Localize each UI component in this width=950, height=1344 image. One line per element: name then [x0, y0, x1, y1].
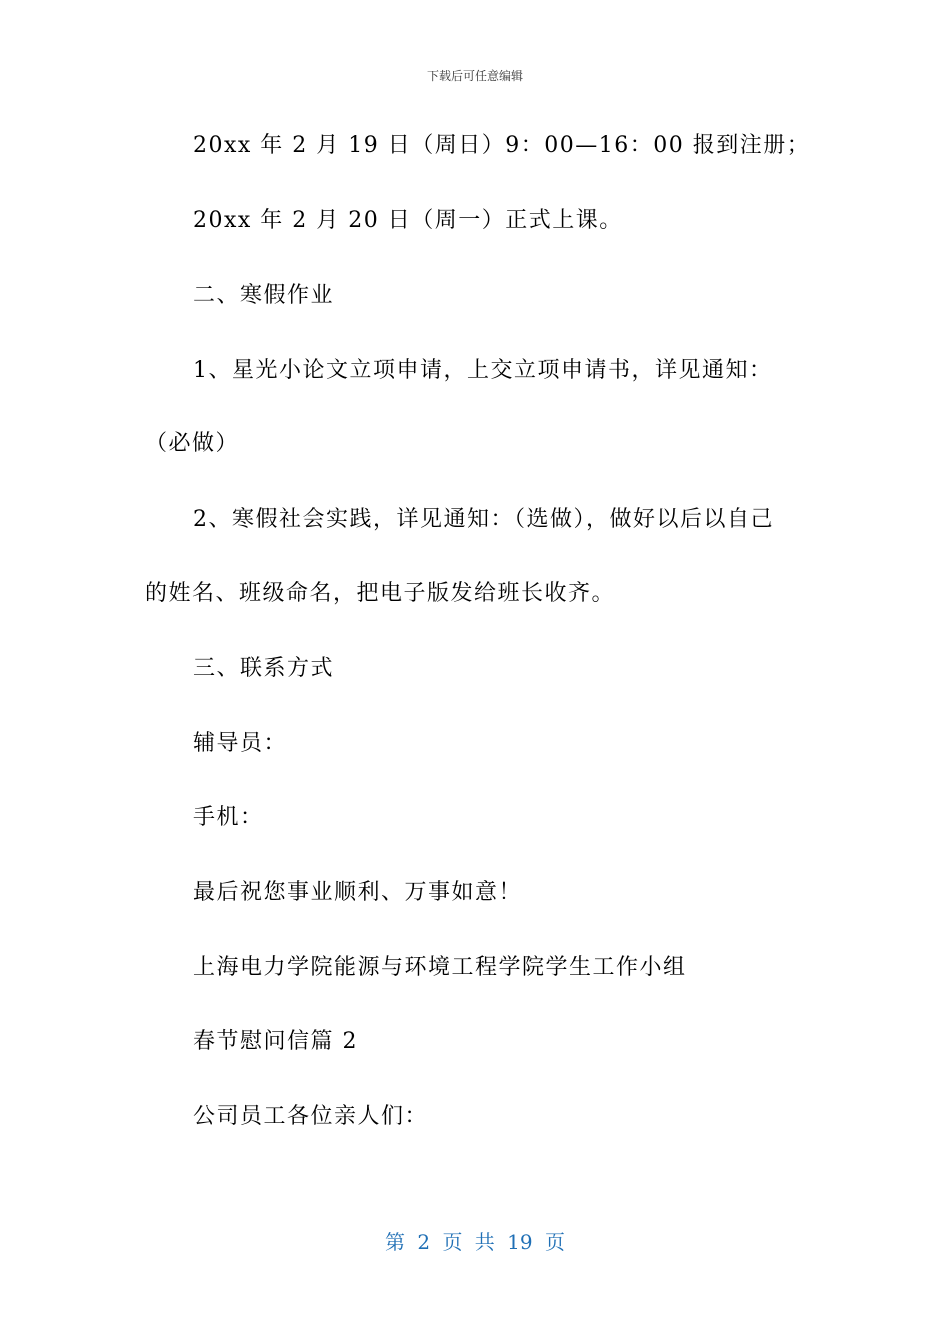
body-line-salutation: 公司员工各位亲人们： — [193, 1104, 429, 1129]
page-footer: 第 2 页 共 19 页 — [385, 1230, 565, 1254]
section-heading-winter-homework: 二、寒假作业 — [193, 283, 335, 308]
body-line-registration-date: 20xx 年 2 月 19 日（周日）9：00—16：00 报到注册； — [193, 133, 811, 158]
section-heading-contact: 三、联系方式 — [193, 656, 335, 681]
body-line-letter-title: 春节慰问信篇 2 — [193, 1029, 358, 1054]
body-line-homework-item-2-cont: 的姓名、班级命名，把电子版发给班长收齐。 — [145, 581, 616, 606]
body-line-class-start-date: 20xx 年 2 月 20 日（周一）正式上课。 — [193, 208, 623, 233]
header-note: 下载后可任意编辑 — [426, 69, 523, 83]
body-line-homework-item-1: 1、星光小论文立项申请，上交立项申请书，详见通知： — [193, 358, 773, 383]
body-line-phone: 手机： — [193, 805, 264, 830]
body-line-closing-wish: 最后祝您事业顺利、万事如意！ — [193, 880, 523, 905]
body-line-signature: 上海电力学院能源与环境工程学院学生工作小组 — [193, 955, 687, 980]
body-line-counselor: 辅导员： — [193, 731, 288, 756]
body-line-homework-item-2: 2、寒假社会实践，详见通知：（选做），做好以后以自己 — [193, 507, 774, 532]
body-line-homework-item-1-cont: （必做） — [145, 431, 240, 456]
